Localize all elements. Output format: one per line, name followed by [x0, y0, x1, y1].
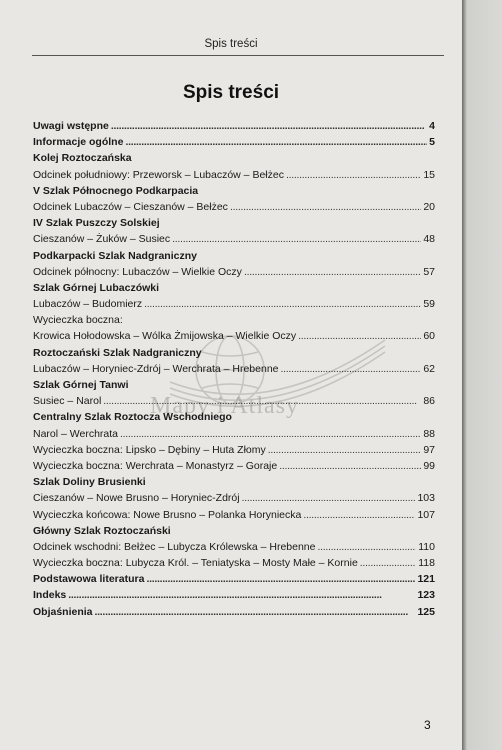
- table-of-contents: [33, 118, 435, 620]
- toc-entry-title: Wycieczka boczna:: [33, 314, 123, 327]
- toc-entry-title: Odcinek wschodni: Bełżec – Lubycza Królewska – Hrebenne: [33, 540, 316, 553]
- toc-entry: [33, 280, 435, 296]
- toc-page-number: 15: [423, 168, 435, 181]
- toc-dot-leader: [242, 490, 416, 506]
- toc-entry-title: Narol – Werchrata: [33, 427, 119, 440]
- page-number: 3: [424, 718, 431, 732]
- toc-entry: [33, 328, 435, 344]
- toc-entry: [33, 361, 435, 377]
- toc-entry: [33, 507, 435, 523]
- toc-dot-leader: [172, 231, 421, 247]
- toc-entry-title: Wycieczka końcowa: Nowe Brusno – Polanka Horyniecka: [33, 508, 302, 521]
- toc-entry: [33, 555, 435, 571]
- toc-dot-leader: [286, 167, 421, 183]
- toc-entry-title: Uwagi wstępne: [33, 120, 109, 132]
- toc-entry-title: Centralny Szlak Roztocza Wschodniego: [33, 411, 232, 424]
- toc-page-number: 57: [423, 265, 435, 278]
- toc-entry-title: Indeks: [33, 589, 67, 602]
- toc-dot-leader: [281, 361, 422, 377]
- toc-entry-title: Wycieczka boczna: Lipsko – Dębiny – Huta Złomy: [33, 443, 266, 456]
- toc-entry: [33, 474, 435, 490]
- toc-entry-title: Odcinek Lubaczów – Cieszanów – Bełżec: [33, 200, 228, 213]
- toc-page-number: 20: [423, 200, 435, 213]
- toc-entry-title: V Szlak Północnego Podkarpacia: [33, 184, 199, 197]
- toc-entry: [33, 264, 435, 280]
- toc-page-number: 88: [423, 427, 435, 440]
- toc-entry: [33, 377, 435, 393]
- toc-dot-leader: [360, 555, 416, 571]
- toc-page-number: 86: [423, 395, 435, 408]
- toc-page-number: 103: [417, 492, 435, 505]
- toc-page-number: 48: [423, 233, 435, 246]
- toc-page-number: 125: [417, 605, 435, 618]
- toc-entry-title: Objaśnienia: [33, 605, 93, 618]
- toc-entry: [33, 118, 435, 134]
- toc-entry: [33, 539, 435, 555]
- toc-dot-leader: [125, 134, 427, 150]
- toc-page-number: 118: [418, 557, 435, 570]
- toc-entry-title: Główny Szlak Roztoczański: [33, 524, 171, 537]
- toc-entry: [33, 231, 435, 247]
- toc-entry: [33, 426, 435, 442]
- toc-entry: [33, 490, 435, 506]
- toc-entry: [33, 296, 435, 312]
- toc-entry: [33, 442, 435, 458]
- toc-page-number: 110: [418, 540, 435, 553]
- toc-entry: [33, 587, 435, 603]
- toc-page-number: 62: [423, 362, 435, 375]
- toc-entry-title: Odcinek południowy: Przeworsk – Lubaczów – Bełżec: [33, 168, 284, 181]
- running-head: Spis treści: [204, 38, 258, 50]
- toc-dot-leader: [146, 571, 415, 587]
- toc-entry: [33, 393, 435, 409]
- toc-entry: [33, 150, 435, 166]
- toc-entry-title: Susiec – Narol: [33, 395, 102, 408]
- toc-dot-leader: [111, 118, 427, 134]
- toc-entry: [33, 458, 435, 474]
- toc-dot-leader: [144, 296, 421, 312]
- toc-entry: [33, 571, 435, 587]
- toc-page-number: 59: [423, 298, 435, 311]
- toc-dot-leader: [279, 458, 421, 474]
- toc-entry: [33, 134, 435, 150]
- toc-entry-title: Szlak Doliny Brusienki: [33, 476, 146, 489]
- toc-dot-leader: [230, 199, 421, 215]
- toc-entry-title: IV Szlak Puszczy Solskiej: [33, 217, 160, 230]
- toc-entry-title: Krowica Hołodowska – Wólka Żmijowska – Wielkie Oczy: [33, 330, 297, 343]
- toc-entry: [33, 199, 435, 215]
- toc-dot-leader: [95, 604, 416, 620]
- toc-dot-leader: [268, 442, 422, 458]
- toc-dot-leader: [68, 587, 415, 603]
- toc-entry: [33, 523, 435, 539]
- toc-dot-leader: [120, 426, 421, 442]
- toc-entry-title: Lubaczów – Budomierz: [33, 298, 143, 311]
- toc-entry: [33, 167, 435, 183]
- toc-dot-leader: [303, 507, 415, 523]
- watermark-text: Mapy i Atlasy: [150, 393, 299, 419]
- toc-page-number: 60: [423, 330, 435, 343]
- toc-entry-title: Lubaczów – Horyniec-Zdrój – Werchrata – Hrebenne: [33, 362, 279, 375]
- toc-dot-leader: [103, 393, 421, 409]
- toc-page-number: 121: [417, 573, 435, 586]
- page-title: Spis treści: [182, 82, 280, 103]
- toc-entry-title: Odcinek północny: Lubaczów – Wielkie Oczy: [33, 265, 242, 278]
- toc-entry: [33, 409, 435, 425]
- toc-entry-title: Roztoczański Szlak Nadgraniczny: [33, 346, 202, 359]
- toc-entry: [33, 183, 435, 199]
- toc-page-number: 97: [423, 443, 435, 456]
- toc-entry: [33, 312, 435, 328]
- toc-entry-title: Wycieczka boczna: Lubycza Król. – Teniatyska – Mosty Małe – Kornie: [33, 557, 358, 570]
- toc-entry-title: Informacje ogólne: [33, 136, 124, 149]
- toc-page-number: 4: [429, 120, 435, 132]
- toc-page-number: 5: [429, 136, 435, 149]
- page-edge-shadow: [462, 0, 502, 750]
- toc-dot-leader: [318, 539, 417, 555]
- toc-entry-title: Cieszanów – Żuków – Susiec: [33, 233, 171, 246]
- toc-dot-leader: [244, 264, 421, 280]
- toc-entry: [33, 215, 435, 231]
- toc-page-number: 99: [423, 459, 435, 472]
- toc-page-number: 123: [417, 589, 435, 602]
- header-rule: [32, 55, 444, 56]
- toc-entry: [33, 248, 435, 264]
- toc-entry-title: Cieszanów – Nowe Brusno – Horyniec-Zdrój: [33, 492, 240, 505]
- toc-entry-title: Podkarpacki Szlak Nadgraniczny: [33, 249, 197, 262]
- toc-dot-leader: [298, 328, 421, 344]
- toc-entry-title: Szlak Górnej Tanwi: [33, 379, 129, 391]
- toc-entry: [33, 345, 435, 361]
- toc-entry-title: Kolej Roztoczańska: [33, 152, 132, 165]
- toc-entry-title: Szlak Górnej Lubaczówki: [33, 281, 160, 294]
- toc-entry-title: Podstawowa literatura: [33, 573, 145, 586]
- toc-entry: [33, 604, 435, 620]
- toc-entry-title: Wycieczka boczna: Werchrata – Monastyrz – Goraje: [33, 459, 278, 472]
- toc-page-number: 107: [417, 508, 435, 521]
